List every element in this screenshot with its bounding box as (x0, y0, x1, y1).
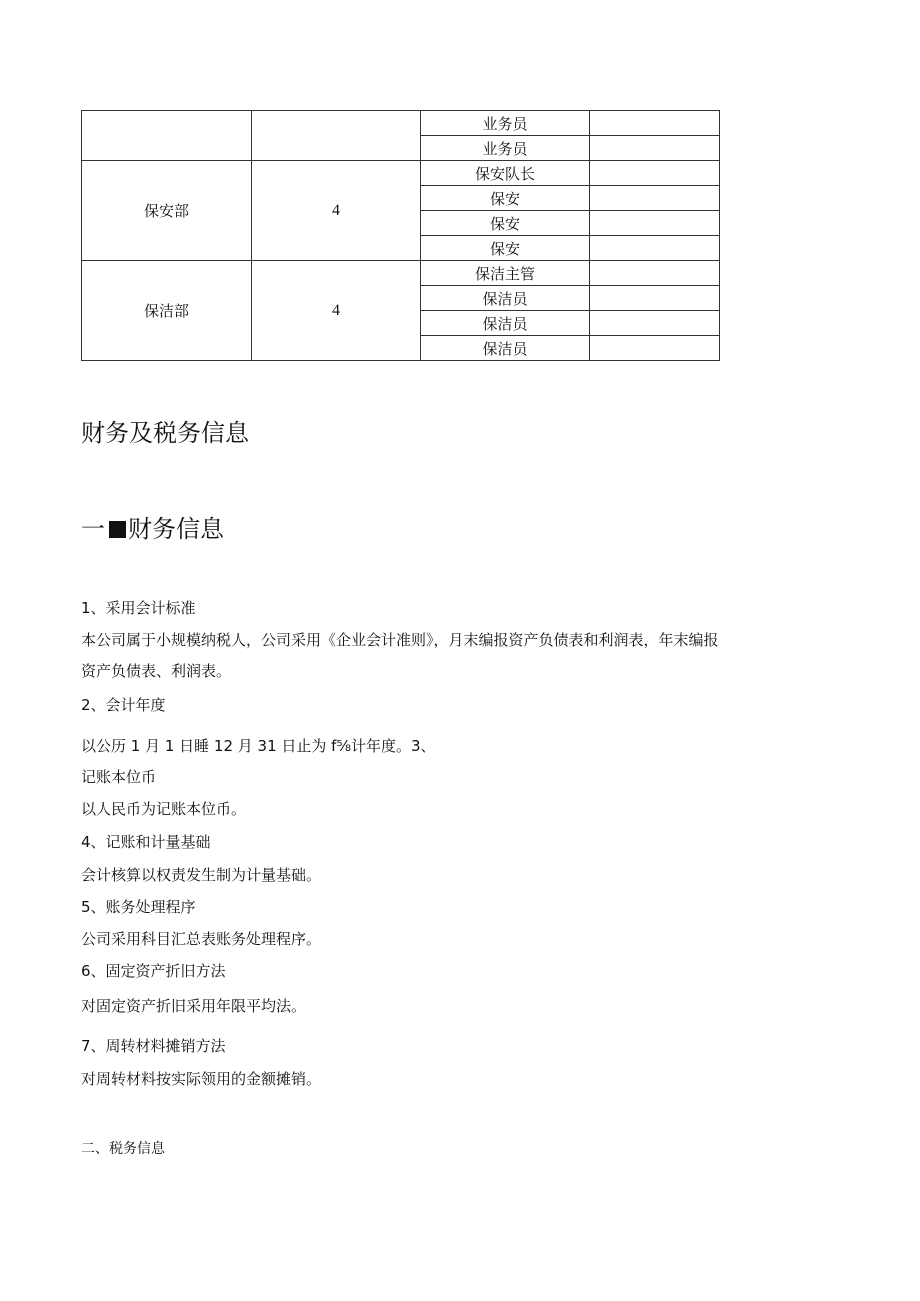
role-cell: 保洁员 (421, 336, 590, 361)
table-row (82, 161, 720, 186)
paragraph-line: 2、会计年度 (81, 696, 166, 714)
paragraph-line: 对固定资产折旧采用年限平均法。 (81, 997, 307, 1015)
role-cell: 业务员 (421, 136, 590, 161)
paragraph-line: 4、记账和计量基础 (81, 833, 211, 851)
section-heading-finance-tax: 财务及税务信息 (81, 419, 249, 447)
role-cell: 业务员 (421, 111, 590, 136)
empty-cell (590, 161, 720, 186)
staff-table (81, 110, 720, 361)
paragraph-line: 7、周转材料摊销方法 (81, 1037, 226, 1055)
empty-cell (590, 211, 720, 236)
empty-cell (590, 186, 720, 211)
paragraph-line: 本公司属于小规模纳税人，公司采用《企业会计准则》，月末编报资产负债表和利润表，年末编报 (81, 631, 719, 649)
empty-cell (590, 136, 720, 161)
role-cell: 保安 (421, 211, 590, 236)
count-cell: 4 (252, 161, 421, 261)
role-cell: 保洁员 (421, 311, 590, 336)
paragraph-line: 以人民币为记账本位币。 (81, 800, 247, 818)
paragraph-line: 5、账务处理程序 (81, 898, 196, 916)
square-bullet-icon (109, 521, 126, 538)
paragraph-line: 会计核算以权责发生制为计量基础。 (81, 866, 322, 884)
table-row (82, 111, 720, 136)
role-cell: 保安 (421, 186, 590, 211)
paragraph-line: 以公历 1 月 1 日睡 12 月 31 日止为 f⅝计年度。3、 (81, 737, 436, 755)
dept-cell: 保洁部 (82, 261, 252, 361)
heading-prefix: 一 (81, 515, 105, 543)
paragraph-line: 1、采用会计标准 (81, 599, 196, 617)
empty-cell (590, 261, 720, 286)
role-cell: 保安队长 (421, 161, 590, 186)
paragraph-line: 资产负债表、利润表。 (81, 662, 232, 680)
paragraph-line: 6、固定资产折旧方法 (81, 962, 226, 980)
empty-cell (590, 336, 720, 361)
role-cell: 保洁员 (421, 286, 590, 311)
subsection-heading-tax: 二、税务信息 (81, 1141, 165, 1157)
count-cell (252, 111, 421, 161)
table-row (82, 261, 720, 286)
paragraph-line: 公司采用科目汇总表账务处理程序。 (81, 930, 322, 948)
heading-text: 财务信息 (128, 515, 224, 543)
paragraph-line: 记账本位币 (81, 768, 157, 786)
paragraph-line: 对周转材料按实际领用的金额摊销。 (81, 1070, 322, 1088)
dept-cell (82, 111, 252, 161)
empty-cell (590, 286, 720, 311)
subsection-heading-finance (81, 509, 224, 544)
empty-cell (590, 311, 720, 336)
role-cell: 保洁主管 (421, 261, 590, 286)
empty-cell (590, 236, 720, 261)
empty-cell (590, 111, 720, 136)
role-cell: 保安 (421, 236, 590, 261)
dept-cell: 保安部 (82, 161, 252, 261)
count-cell: 4 (252, 261, 421, 361)
